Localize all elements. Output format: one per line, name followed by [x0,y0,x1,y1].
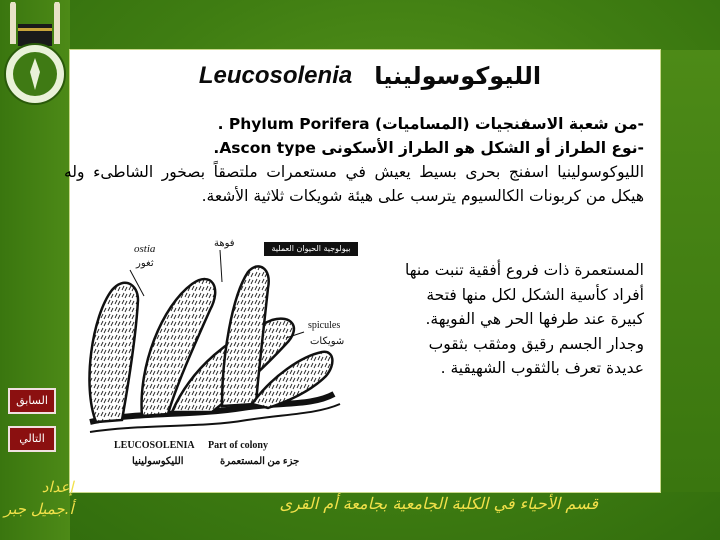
preparer-credit [4,476,74,520]
colony-line: كبيرة عند طرفها الحر هي الفويهة. [425,310,644,328]
preparer-name: أ.جميل جبر [4,500,74,518]
caption-part-arabic: جزء من المستعمرة [220,456,300,467]
book-label: بيولوجية الحيوان العملية [264,242,358,256]
next-button[interactable]: التالي [8,426,56,452]
slide-title [160,55,580,97]
intro-text [44,112,644,208]
university-logo [4,2,66,112]
description-paragraph: الليوكوسولينيا اسفنج بحرى بسيط يعيش في مستعمرات ملتصقاً بصخور الشاطىء وله هيكل من كربونات الكالسيوم يترسب على هيئة شويكات ثلاثية الأشعة. [64,163,644,205]
colony-description [344,258,644,381]
previous-button[interactable]: السابق [8,388,56,414]
phylum-line: -من شعبة الاسفنجيات (المساميات) Phylum Porifera . [217,115,644,133]
label-osculum-arabic: فوهة [214,238,235,249]
colony-figure [72,236,368,472]
title-latin: Leucosolenia [198,62,353,89]
label-ostia: ostia [134,243,156,255]
label-spicules: spicules [308,320,341,331]
prepared-label: إعداد [41,478,74,496]
caption-latin: LEUCOSOLENIA [114,440,195,451]
colony-line: عديدة تعرف بالثقوب الشهيقية . [440,359,644,377]
colony-line: المستعمرة ذات فروع أفقية تنبت منها [404,261,644,279]
department-footer: قسم الأحياء في الكلية الجامعية بجامعة أم القرى [279,494,598,513]
label-spicules-arabic: شويكات [310,336,345,347]
colony-line: وجدار الجسم رقيق ومثقب بثقوب [428,334,644,353]
type-line: -نوع الطراز أو الشكل هو الطراز الأسكونى Ascon type. [213,139,644,157]
colony-line: أفراد كأسية الشكل لكل منها فتحة [426,285,644,304]
title-arabic: الليوكوسولينيا [374,62,542,90]
label-ostia-arabic: ثغور [136,258,154,269]
right-frame [660,50,720,492]
caption-part: Part of colony [208,440,268,451]
caption-arabic: الليكوسولينيا [132,456,184,467]
